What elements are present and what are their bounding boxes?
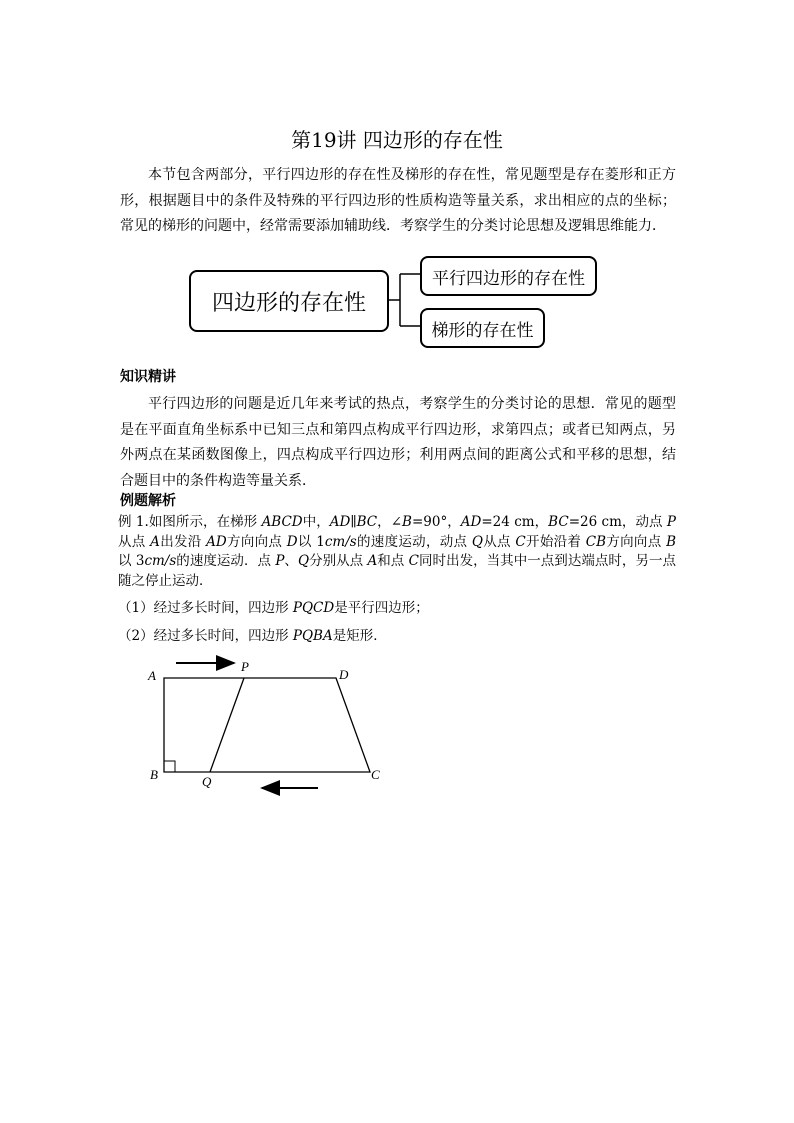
knowledge-paragraph: 平行四边形的问题是近几年来考试的热点，考察学生的分类讨论的思想．常见的题型是在平面直角坐标系中已知三点和第四点构成平行四边形，求第四点；或者已知两点，另外两点在某函数图像上，四点构成平行四边形；利用两点间的距离公式和平移的思想，结合题目中的条件构造等量关系．: [120, 396, 676, 489]
question-2: （2）经过多长时间，四边形 PQBA是矩形．: [118, 628, 387, 644]
segment-pq: [210, 678, 244, 772]
section-heading-examples: 例题解析: [120, 493, 176, 509]
label-p: P: [241, 659, 249, 674]
trapezoid-figure: [0, 640, 794, 810]
mindmap-connectors: [0, 0, 794, 400]
trapezoid-outline: [164, 678, 370, 772]
label-a: A: [148, 668, 156, 683]
label-d: D: [339, 667, 349, 682]
right-angle-mark: [164, 761, 175, 772]
mindmap-root: 四边形的存在性: [189, 270, 389, 332]
example-1-text: 例 1.如图所示，在梯形 ABCD中，AD∥BC，∠B=90°，AD=24 cm，BC=26 cm，动点 P从点 A出发沿 AD方向向点 D以 1cm/s的速度运动，动点 Q从点 C开始沿着 CB方向向点 B以 3cm/s的速度运动．点 P、Q分别从点 A和点 C同时出发，当其中一点到达端点时，另一点随之停止运动．: [118, 514, 677, 589]
mindmap-branch-trapezoid: 梯形的存在性: [420, 308, 545, 348]
label-c: C: [371, 767, 380, 782]
intro-paragraph: 本节包含两部分，平行四边形的存在性及梯形的存在性，常见题型是存在菱形和正方形，根据题目中的条件及特殊的平行四边形的性质构造等量关系，求出相应的点的坐标；常见的梯形的问题中，经常需要添加辅助线．考察学生的分类讨论思想及逻辑思维能力．: [120, 167, 676, 234]
page-title: 第19讲 四边形的存在性: [291, 128, 503, 152]
mindmap-branch-parallelogram: 平行四边形的存在性: [420, 256, 597, 296]
question-1: （1）经过多长时间，四边形 PQCD是平行四边形；: [118, 600, 429, 616]
label-b: B: [150, 767, 158, 782]
section-heading-knowledge: 知识精讲: [120, 369, 176, 385]
label-q: Q: [202, 774, 212, 789]
